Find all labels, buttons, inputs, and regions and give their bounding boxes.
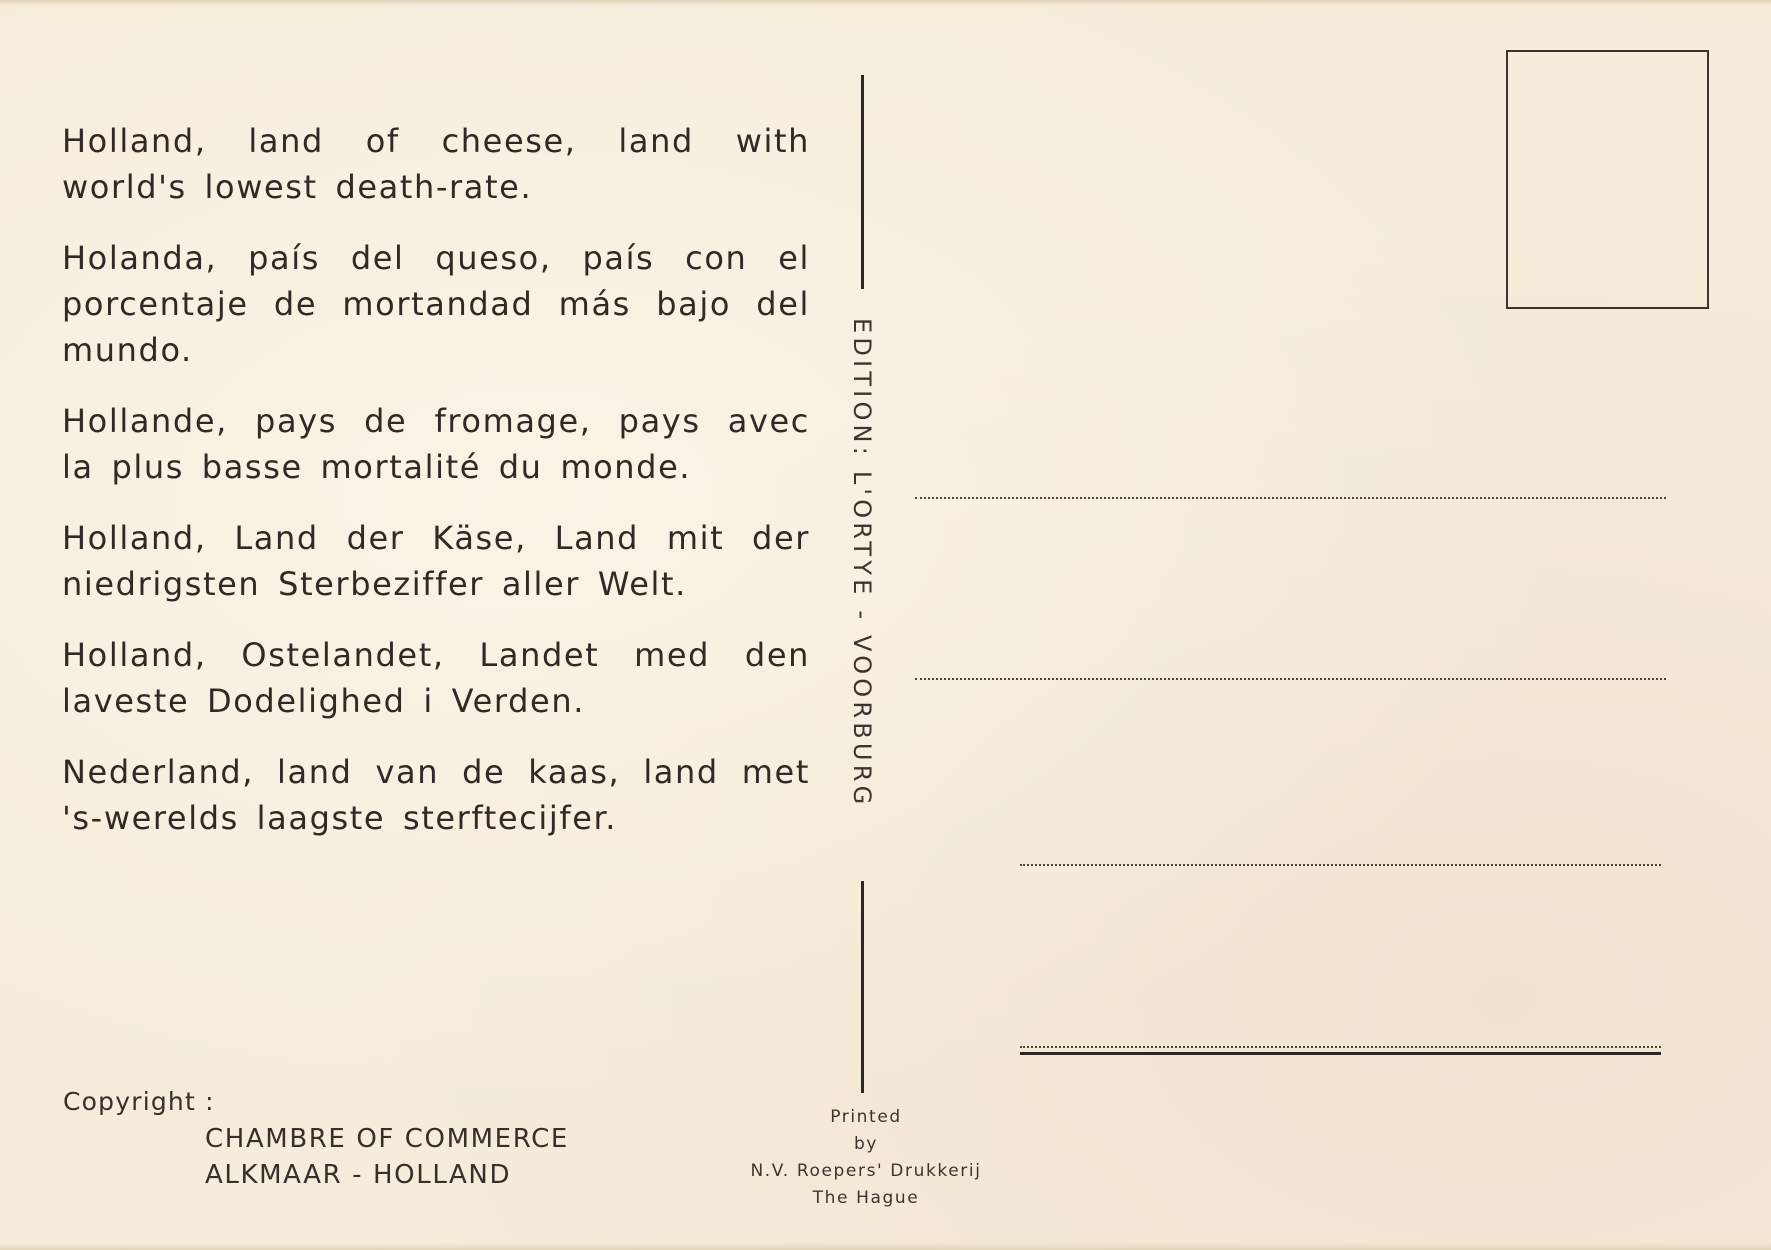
message-german: Holland, Land der Käse, Land mit der niedrigsten Sterbeziffer aller Welt. [62, 519, 810, 603]
address-line-1 [915, 497, 1666, 499]
message-spanish: Holanda, país del queso, país con el porcentaje de mortandad más bajo del mundo. [62, 239, 810, 369]
divider-line-top [861, 75, 864, 289]
address-underline [1020, 1052, 1661, 1055]
copyright-label: Copyright : [63, 1087, 215, 1116]
printer-name: N.V. Roepers' Drukkerij [750, 1161, 982, 1181]
message-danish: Holland, Ostelandet, Landet med den laveste Dodelighed i Verden. [62, 636, 810, 720]
printer-line-by: by [853, 1134, 879, 1154]
message-french: Hollande, pays de fromage, pays avec la plus basse mortalité du monde. [62, 402, 810, 486]
message-dutch: Nederland, land van de kaas, land met 's-werelds laagste sterftecijfer. [62, 753, 810, 837]
printer-line-printed: Printed [830, 1107, 902, 1127]
address-line-4 [1020, 1046, 1661, 1048]
divider-line-bottom [861, 881, 864, 1093]
copyright-holder: CHAMBRE OF COMMERCE [205, 1124, 569, 1154]
address-line-2 [915, 678, 1666, 680]
stamp-box [1506, 50, 1709, 309]
card-edge-top [0, 0, 1771, 6]
copyright-location: ALKMAAR - HOLLAND [205, 1160, 512, 1190]
printer-credit [750, 1104, 981, 1212]
edition-imprint: EDITION: L'ORTYE - VOORBURG [848, 318, 876, 809]
address-line-3 [1020, 864, 1661, 866]
card-edge-bottom [0, 1242, 1771, 1250]
printer-city: The Hague [812, 1188, 920, 1208]
multilingual-message [62, 118, 810, 866]
message-english: Holland, land of cheese, land with world's lowest death-rate. [62, 122, 810, 206]
